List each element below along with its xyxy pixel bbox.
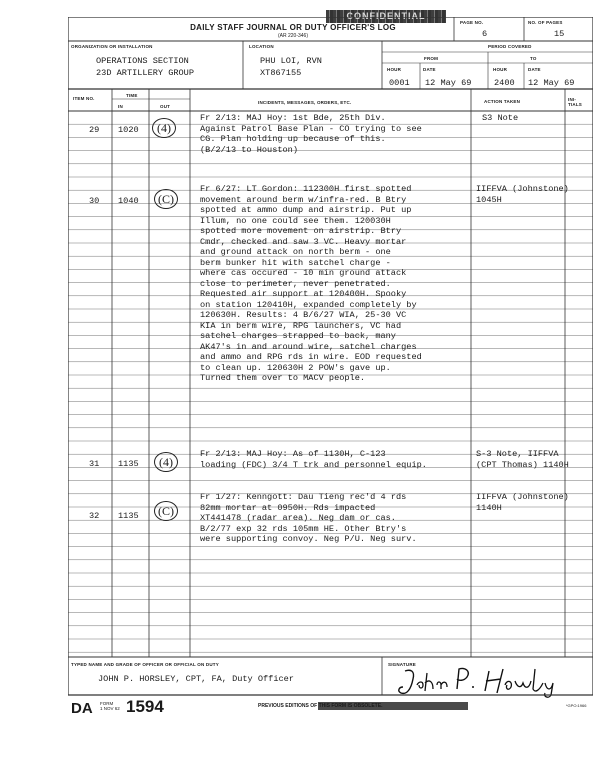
entry-line: where cas occured - 10 min ground attack: [200, 268, 407, 278]
entry-line: Requested air support at 120400H. Spooky: [200, 289, 407, 299]
entry-line: Against Patrol Base Plan - CO trying to see: [200, 123, 422, 134]
form-regulation: (AR 220-346): [277, 33, 308, 39]
footer-code: *GPO:1966: [566, 703, 587, 708]
entry-line: loading (FDC) 3/4 T trk and personnel equip.: [200, 459, 427, 470]
to-date: 12 May 69: [528, 78, 575, 88]
location-line2: XT867155: [260, 68, 302, 78]
classification-stamp: CONFIDENTIAL: [326, 10, 446, 23]
entry-line: 120630H. Results: 4 B/6/27 WIA, 25-30 VC: [200, 310, 407, 320]
entry-line: 82mm mortar at 0950H. Rds impacted: [200, 502, 376, 513]
footer-da: DA: [71, 700, 93, 717]
incidents-label: INCIDENTS, MESSAGES, ORDERS, ETC.: [258, 100, 352, 105]
entry-line: (B/2/13 to Houston): [200, 144, 298, 155]
footer-previous-editions: PREVIOUS EDITIONS OF THIS FORM IS OBSOLETE.: [258, 703, 383, 709]
entry-line: close to perimeter, never penetrated.: [200, 278, 391, 289]
time-in: 1020: [118, 125, 139, 135]
footer-form-date: 1 NOV 62: [100, 706, 120, 711]
from-hour-label: HOUR: [387, 67, 402, 72]
entry-line: movement around berm w/infra-red. B Btry: [200, 194, 407, 205]
action-line: S3 Note: [482, 113, 519, 123]
from-label: FROM: [424, 56, 439, 61]
time-label: TIME: [126, 93, 138, 98]
entry-line: and ammo and RPG rds in wire. EOD requested: [200, 352, 422, 362]
entry-line: CG. Plan holding up because of this.: [200, 134, 386, 144]
typed-name-label: TYPED NAME AND GRADE OF OFFICER OR OFFICIAL ON DUTY: [71, 662, 219, 667]
time-in: 1135: [118, 459, 139, 469]
organization-line2: 23D ARTILLERY GROUP: [96, 68, 194, 78]
time-out-label: OUT: [160, 104, 171, 109]
handwritten-mark: (C): [154, 189, 178, 209]
to-hour-label: HOUR: [493, 67, 508, 72]
officer-name: JOHN P. HORSLEY, CPT, FA, Duty Officer: [98, 674, 294, 684]
action-line: 1140H: [476, 502, 502, 513]
action-line: IIFFVA (Johnstone): [476, 184, 569, 194]
footer-form-number: 1594: [126, 697, 164, 716]
entry-line: Turned them over to MACV people.: [200, 373, 366, 383]
entry-line: AK47's in and around wire, satchel charges: [200, 341, 417, 352]
entry-line: on station 120410H, expanded completely by: [200, 299, 417, 310]
from-hour: 0001: [389, 78, 410, 88]
organization-label: ORGANIZATION OR INSTALLATION: [71, 44, 153, 49]
form-grid: [68, 17, 593, 717]
location-label: LOCATION: [249, 44, 274, 49]
entry-line: spotted at ammo dump and airstrip. Put up: [200, 205, 412, 215]
journal-form: [68, 11, 593, 717]
entry-line: Illum, no one could see them. 120030H: [200, 215, 391, 226]
entry-line: Fr 2/13: MAJ Hoy: 1st Bde, 25th Div.: [200, 113, 386, 123]
to-label: TO: [530, 56, 537, 61]
signature-label: SIGNATURE: [388, 662, 416, 667]
entry-line: to clean up. 120630H 2 POW's gave up.: [200, 362, 391, 373]
to-date-label: DATE: [528, 67, 541, 72]
item-no: 31: [89, 459, 100, 469]
item-no: 30: [89, 196, 100, 206]
time-in: 1135: [118, 511, 139, 521]
action-taken-label: ACTION TAKEN: [484, 99, 521, 104]
action-line: 1045H: [476, 194, 502, 205]
entry-line: KIA in berm wire, RPG launchers, VC had: [200, 320, 402, 331]
item-no: 29: [89, 125, 100, 135]
time-in-label: IN: [118, 104, 123, 109]
entry-line: Cmdr, checked and saw 3 VC. Heavy mortar: [200, 236, 407, 247]
item-no: 32: [89, 511, 100, 521]
handwritten-mark: (C): [154, 501, 178, 521]
initials-label: INI-TIALS: [568, 97, 582, 107]
action-line: (CPT Thomas) 1140H: [476, 459, 569, 470]
no-of-pages-label: NO. OF PAGES: [528, 20, 563, 25]
page-no-label: PAGE NO.: [460, 20, 484, 25]
entry-line: Fr 1/27: Kenngott: Dau Tieng rec'd 4 rds: [200, 492, 407, 502]
footer-form-word: FORM: [100, 701, 114, 706]
from-date-label: DATE: [423, 67, 436, 72]
from-date: 12 May 69: [425, 78, 472, 88]
action-line: S-3 Note, IIFFVA: [476, 449, 559, 459]
location-line1: PHU LOI, RVN: [260, 56, 322, 66]
entry-line: XT441478 (radar area). Neg dam or cas.: [200, 513, 396, 523]
entry-line: and ground attack on north berm - one: [200, 247, 391, 257]
action-line: IIFFVA (Johnstone): [476, 492, 569, 502]
entry-line: spotted more movement on airstrip. Btry: [200, 226, 402, 236]
no-of-pages-value: 15: [554, 29, 565, 39]
form-title: DAILY STAFF JOURNAL OR DUTY OFFICER'S LOG: [190, 23, 396, 32]
entry-line: B/2/77 exp 32 rds 105mm HE. Other Btry's: [200, 523, 407, 534]
to-hour: 2400: [494, 78, 515, 88]
organization-line1: OPERATIONS SECTION: [96, 56, 189, 66]
entry-line: satchel charges strapped to back, many: [200, 331, 396, 341]
entry-line: Fr 2/13: MAJ Hoy: As of 1130H, C-123: [200, 449, 386, 459]
entry-line: were supporting convoy. Neg P/U. Neg surv.: [200, 534, 417, 544]
entry-line: Fr 6/27: LT Gordon: 112300H first spotted: [200, 184, 412, 194]
handwritten-mark: (4): [154, 452, 178, 472]
page-no-value: 6: [482, 29, 488, 39]
item-no-label: ITEM NO.: [73, 96, 95, 101]
period-covered-label: PERIOD COVERED: [488, 44, 532, 49]
time-in: 1040: [118, 196, 139, 206]
handwritten-mark: (4): [152, 118, 176, 138]
entry-line: berm bunker hit with satchel charge -: [200, 257, 391, 268]
